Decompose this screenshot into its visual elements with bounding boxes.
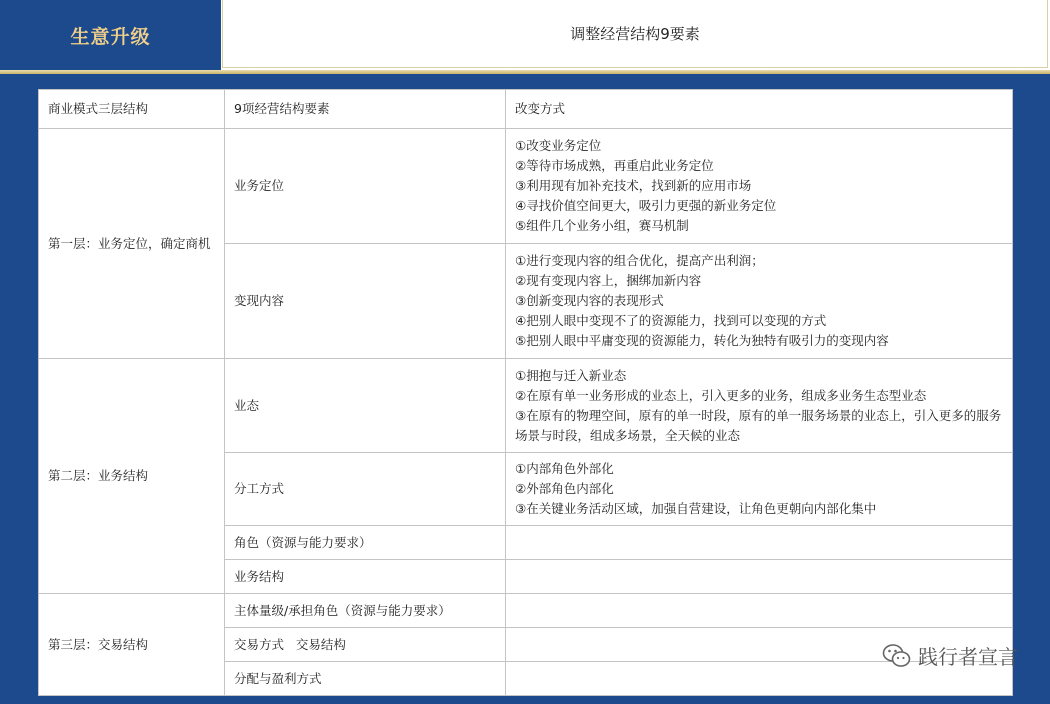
- method-line: ④寻找价值空间更大，吸引力更强的新业务定位: [515, 198, 777, 213]
- method-cell: [506, 453, 1013, 526]
- table-row: [39, 594, 1013, 628]
- method-line: ③在原有的物理空间，原有的单一时段，原有的单一服务场景的业态上，引入更多的服务场景与时段，组成多场景，全天候的业态: [515, 407, 1002, 443]
- table-row: [39, 359, 1013, 453]
- method-line: ⑤组件几个业务小组，赛马机制: [515, 218, 689, 233]
- element-cell: 变现内容: [225, 244, 506, 359]
- method-line: ④把别人眼中变现不了的资源能力，找到可以变现的方式: [515, 313, 827, 328]
- method-line: ①内部角色外部化: [515, 461, 614, 476]
- layer-cell: 第三层：交易结构: [39, 594, 225, 696]
- structure-table: [38, 89, 1012, 695]
- method-line: ①进行变现内容的组合优化，提高产出利润；: [515, 253, 764, 268]
- header-divider: [0, 70, 1050, 74]
- watermark: [882, 641, 1018, 670]
- header: [0, 0, 1050, 72]
- method-line: ①拥抱与迁入新业态: [515, 367, 627, 383]
- method-line: ③在关键业务活动区域，加强自营建设，让角色更朝向内部化集中: [515, 501, 877, 516]
- method-line: ①改变业务定位: [515, 138, 602, 153]
- watermark-text: 践行者宣言: [918, 645, 1018, 669]
- page-title: 调整经营结构9要素: [222, 0, 1048, 68]
- table-header-row: [39, 90, 1013, 129]
- element-cell: 业务结构: [225, 560, 506, 594]
- method-line: ②在原有单一业务形成的业态上，引入更多的业务，组成多业务生态型业态: [515, 387, 927, 403]
- element-cell: 交易方式 交易结构: [225, 628, 506, 662]
- brand-label: 生意升级: [0, 0, 221, 70]
- element-cell: 业务定位: [225, 129, 506, 244]
- element-cell: 主体量级/承担角色（资源与能力要求）: [225, 594, 506, 628]
- wechat-icon: [882, 643, 912, 669]
- method-cell: [506, 526, 1013, 560]
- column-header-element: 9项经营结构要素: [225, 90, 506, 129]
- method-line: ⑤把别人眼中平庸变现的资源能力，转化为独特有吸引力的变现内容: [515, 333, 889, 348]
- column-header-method: 改变方式: [506, 90, 1013, 129]
- layer-cell: 第二层：业务结构: [39, 359, 225, 594]
- method-cell: [506, 244, 1013, 359]
- element-cell: 分工方式: [225, 453, 506, 526]
- method-cell: [506, 129, 1013, 244]
- method-cell: [506, 560, 1013, 594]
- method-line: ②等待市场成熟，再重启此业务定位: [515, 158, 714, 173]
- method-line: ②外部角色内部化: [515, 481, 614, 496]
- method-cell: [506, 594, 1013, 628]
- layer-cell: 第一层：业务定位，确定商机: [39, 129, 225, 359]
- method-line: ③创新变现内容的表现形式: [515, 293, 664, 308]
- column-header-layer: 商业模式三层结构: [39, 90, 225, 129]
- element-cell: 分配与盈利方式: [225, 662, 506, 696]
- element-cell: 业态: [225, 359, 506, 453]
- method-line: ②现有变现内容上，捆绑加新内容: [515, 273, 702, 288]
- method-cell: [506, 359, 1013, 453]
- method-line: ③利用现有加补充技术，找到新的应用市场: [515, 178, 752, 193]
- element-cell: 角色（资源与能力要求）: [225, 526, 506, 560]
- table-row: [39, 129, 1013, 244]
